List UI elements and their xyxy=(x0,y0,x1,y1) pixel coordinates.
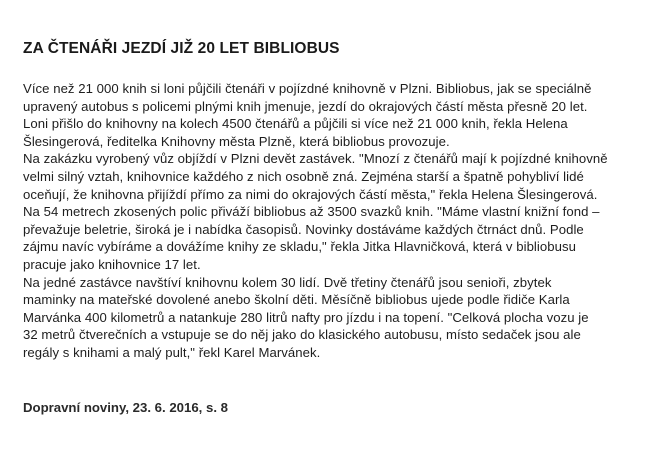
article-line: Marvánka 400 kilometrů a natankuje 280 litrů nafty pro jízdu i na topení. "Celková plocha vozu je xyxy=(23,309,589,325)
article-line: pracuje jako knihovnice 17 let. xyxy=(23,256,201,272)
article-line: Více než 21 000 knih si loni půjčili čtenáři v pojízdné knihovně v Plzni. Bibliobus, jak se speciálně xyxy=(23,81,592,96)
article-line: velmi silný vztah, knihovnice každého z nich osobně zná. Zejména starší a špatně pohybliví lidé xyxy=(23,168,584,184)
article-line: upravený autobus s policemi plnými knih jmenuje, jezdí do okrajových částí města přesně 20 let. xyxy=(23,98,588,114)
article-line: maminky na mateřské dovolené anebo školní děti. Měsíčně bibliobus ujede podle řidiče Karla xyxy=(23,292,570,308)
article-line: regály s knihami a malý pult," řekl Karel Marvánek. xyxy=(23,344,321,360)
article-body xyxy=(23,80,663,362)
article-line: Na zakázku vyrobený vůz objíždí v Plzni devět zastávek. "Mnozí z čtenářů mají k pojízdné knihovně xyxy=(23,151,608,167)
article-line: Loni přišlo do knihovny na kolech 4500 čtenářů a půjčili si více než 21 000 knih, řekla Helena xyxy=(23,116,568,132)
article-line: zájmu navíc vybíráme a dovážíme knihy ze skladu," řekla Jitka Hlavničková, která v bibliobusu xyxy=(23,239,576,255)
article-line: oceňují, že knihovna přijíždí přímo za nimi do okrajových částí města," řekla Helena Šlesingerová. xyxy=(23,186,598,202)
article-line: 32 metrů čtverečních a vstupuje se do něj jako do klasického autobusu, místo sedaček jsou ale xyxy=(23,327,581,343)
article-headline: ZA ČTENÁŘI JEZDÍ JIŽ 20 LET BIBLIOBUS xyxy=(23,40,340,57)
article-line: Na jedné zastávce navštíví knihovnu kolem 30 lidí. Dvě třetiny čtenářů jsou senioři, zbytek xyxy=(23,274,552,290)
article-line: převažuje beletrie, široká je i nabídka časopisů. Novinky dostáváme každých čtrnáct dnů. Podle xyxy=(23,221,584,237)
article-line: Šlesingerová, ředitelka Knihovny města Plzně, která bibliobus provozuje. xyxy=(23,133,450,149)
article-source: Dopravní noviny, 23. 6. 2016, s. 8 xyxy=(23,400,228,415)
article-line: Na 54 metrech zkosených polic přiváží bibliobus až 3500 svazků knih. "Máme vlastní knižní fond – xyxy=(23,204,600,220)
